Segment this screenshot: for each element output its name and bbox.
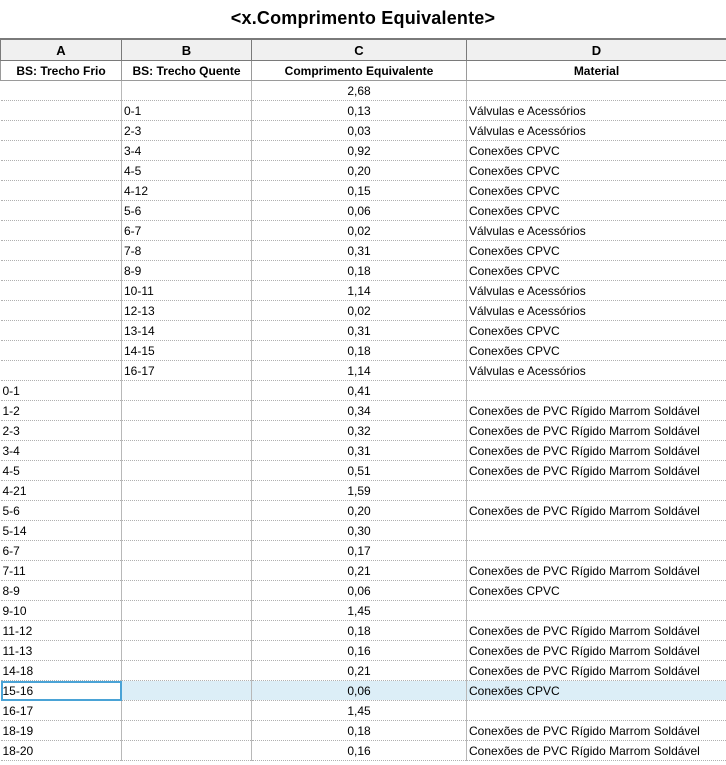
cell-trecho-frio[interactable]: 8-9 (1, 581, 122, 601)
cell-trecho-frio[interactable]: 9-10 (1, 601, 122, 621)
table-row[interactable] (1, 361, 726, 381)
cell-comprimento-equivalente[interactable]: 1,14 (252, 361, 467, 381)
cell-trecho-quente[interactable] (122, 381, 252, 401)
cell-trecho-frio[interactable] (1, 181, 122, 201)
cell-trecho-frio[interactable] (1, 121, 122, 141)
cell-comprimento-equivalente[interactable]: 0,06 (252, 581, 467, 601)
cell-trecho-quente[interactable] (122, 481, 252, 501)
cell-trecho-quente[interactable]: 6-7 (122, 221, 252, 241)
cell-material[interactable]: Válvulas e Acessórios (467, 361, 726, 381)
column-letter-row (1, 39, 726, 61)
cell-comprimento-equivalente[interactable]: 0,02 (252, 301, 467, 321)
header-comprimento-equivalente[interactable]: Comprimento Equivalente (252, 61, 467, 81)
cell-material[interactable]: Conexões de PVC Rígido Marrom Soldável (467, 441, 726, 461)
cell-trecho-frio[interactable] (1, 361, 122, 381)
table-row[interactable] (1, 481, 726, 501)
cell-trecho-frio[interactable] (1, 241, 122, 261)
cell-trecho-quente[interactable] (122, 701, 252, 721)
cell-trecho-quente[interactable]: 13-14 (122, 321, 252, 341)
cell-material[interactable]: Conexões CPVC (467, 261, 726, 281)
column-header-c[interactable]: C (252, 39, 467, 61)
cell-comprimento-equivalente[interactable]: 0,06 (252, 201, 467, 221)
cell-trecho-quente[interactable] (122, 561, 252, 581)
cell-trecho-quente[interactable] (122, 461, 252, 481)
cell-material[interactable]: Conexões de PVC Rígido Marrom Soldável (467, 641, 726, 661)
cell-comprimento-equivalente[interactable]: 1,59 (252, 481, 467, 501)
cell-comprimento-equivalente[interactable]: 0,17 (252, 541, 467, 561)
cell-trecho-frio[interactable]: 11-13 (1, 641, 122, 661)
table-row[interactable] (1, 381, 726, 401)
cell-trecho-quente[interactable] (122, 421, 252, 441)
cell-material[interactable]: Conexões de PVC Rígido Marrom Soldável (467, 721, 726, 741)
cell-trecho-quente[interactable]: 2-3 (122, 121, 252, 141)
header-trecho-quente[interactable]: BS: Trecho Quente (122, 61, 252, 81)
table-row[interactable] (1, 541, 726, 561)
cell-material[interactable] (467, 381, 726, 401)
cell-trecho-quente[interactable] (122, 661, 252, 681)
cell-trecho-frio[interactable]: 4-21 (1, 481, 122, 501)
cell-material[interactable]: Conexões de PVC Rígido Marrom Soldável (467, 461, 726, 481)
cell-trecho-quente[interactable] (122, 681, 252, 701)
cell-material[interactable]: Conexões CPVC (467, 181, 726, 201)
cell-comprimento-equivalente[interactable]: 0,34 (252, 401, 467, 421)
cell-trecho-frio[interactable]: 4-5 (1, 461, 122, 481)
cell-material[interactable] (467, 701, 726, 721)
cell-trecho-frio[interactable] (1, 81, 122, 101)
column-header-a[interactable]: A (1, 39, 122, 61)
cell-trecho-frio[interactable] (1, 221, 122, 241)
cell-trecho-frio[interactable]: 1-2 (1, 401, 122, 421)
cell-material[interactable]: Conexões de PVC Rígido Marrom Soldável (467, 741, 726, 761)
table-row[interactable] (1, 321, 726, 341)
cell-trecho-frio[interactable]: 0-1 (1, 381, 122, 401)
cell-trecho-quente[interactable]: 0-1 (122, 101, 252, 121)
cell-material[interactable] (467, 521, 726, 541)
cell-trecho-quente[interactable]: 8-9 (122, 261, 252, 281)
table-row[interactable] (1, 241, 726, 261)
cell-trecho-frio[interactable] (1, 141, 122, 161)
cell-trecho-quente[interactable] (122, 441, 252, 461)
table-row[interactable] (1, 701, 726, 721)
cell-trecho-frio[interactable] (1, 301, 122, 321)
cell-comprimento-equivalente[interactable]: 0,18 (252, 621, 467, 641)
cell-trecho-frio[interactable] (1, 101, 122, 121)
cell-comprimento-equivalente[interactable]: 0,03 (252, 121, 467, 141)
cell-material[interactable] (467, 81, 726, 101)
cell-comprimento-equivalente[interactable]: 0,18 (252, 721, 467, 741)
cell-trecho-frio[interactable]: 2-3 (1, 421, 122, 441)
cell-comprimento-equivalente[interactable]: 0,92 (252, 141, 467, 161)
cell-material[interactable]: Conexões CPVC (467, 241, 726, 261)
cell-comprimento-equivalente[interactable]: 1,45 (252, 601, 467, 621)
cell-comprimento-equivalente[interactable]: 0,51 (252, 461, 467, 481)
column-header-b[interactable]: B (122, 39, 252, 61)
cell-comprimento-equivalente[interactable]: 0,06 (252, 681, 467, 701)
cell-comprimento-equivalente[interactable]: 0,31 (252, 321, 467, 341)
table-row[interactable] (1, 601, 726, 621)
cell-comprimento-equivalente[interactable]: 0,41 (252, 381, 467, 401)
cell-trecho-quente[interactable]: 5-6 (122, 201, 252, 221)
table-row[interactable] (1, 741, 726, 761)
cell-material[interactable]: Conexões de PVC Rígido Marrom Soldável (467, 501, 726, 521)
table-row[interactable] (1, 441, 726, 461)
table-row[interactable] (1, 341, 726, 361)
field-header-row (1, 61, 726, 81)
cell-comprimento-equivalente[interactable]: 0,20 (252, 501, 467, 521)
cell-material[interactable]: Válvulas e Acessórios (467, 301, 726, 321)
cell-trecho-frio[interactable] (1, 161, 122, 181)
cell-comprimento-equivalente[interactable]: 0,32 (252, 421, 467, 441)
cell-material[interactable]: Conexões CPVC (467, 141, 726, 161)
table-row[interactable] (1, 181, 726, 201)
table-row[interactable] (1, 421, 726, 441)
cell-material[interactable] (467, 601, 726, 621)
table-row[interactable] (1, 721, 726, 741)
cell-material[interactable]: Conexões de PVC Rígido Marrom Soldável (467, 561, 726, 581)
cell-trecho-frio[interactable]: 6-7 (1, 541, 122, 561)
cell-trecho-frio[interactable]: 15-16 (1, 681, 122, 701)
cell-trecho-quente[interactable] (122, 721, 252, 741)
cell-material[interactable] (467, 541, 726, 561)
cell-trecho-frio[interactable]: 5-14 (1, 521, 122, 541)
table-row[interactable] (1, 301, 726, 321)
cell-trecho-quente[interactable]: 3-4 (122, 141, 252, 161)
cell-trecho-quente[interactable]: 16-17 (122, 361, 252, 381)
cell-material[interactable]: Conexões de PVC Rígido Marrom Soldável (467, 661, 726, 681)
cell-material[interactable]: Válvulas e Acessórios (467, 221, 726, 241)
table-row[interactable] (1, 461, 726, 481)
cell-comprimento-equivalente[interactable]: 1,14 (252, 281, 467, 301)
table-row[interactable] (1, 621, 726, 641)
cell-material[interactable]: Conexões CPVC (467, 681, 726, 701)
cell-material[interactable]: Conexões CPVC (467, 201, 726, 221)
cell-trecho-quente[interactable]: 12-13 (122, 301, 252, 321)
cell-trecho-quente[interactable] (122, 541, 252, 561)
cell-comprimento-equivalente[interactable]: 0,18 (252, 341, 467, 361)
cell-material[interactable] (467, 481, 726, 501)
table-row[interactable] (1, 561, 726, 581)
cell-material[interactable]: Válvulas e Acessórios (467, 121, 726, 141)
cell-trecho-frio[interactable]: 11-12 (1, 621, 122, 641)
schedule-table (0, 38, 726, 761)
cell-trecho-quente[interactable] (122, 401, 252, 421)
cell-material[interactable]: Conexões CPVC (467, 161, 726, 181)
cell-trecho-quente[interactable] (122, 501, 252, 521)
cell-trecho-frio[interactable]: 3-4 (1, 441, 122, 461)
cell-trecho-quente[interactable]: 4-5 (122, 161, 252, 181)
cell-trecho-frio[interactable]: 18-19 (1, 721, 122, 741)
cell-trecho-frio[interactable] (1, 201, 122, 221)
cell-trecho-frio[interactable]: 7-11 (1, 561, 122, 581)
table-row[interactable] (1, 681, 726, 701)
table-row[interactable] (1, 161, 726, 181)
cell-trecho-frio[interactable] (1, 281, 122, 301)
cell-material[interactable]: Válvulas e Acessórios (467, 281, 726, 301)
table-row[interactable] (1, 101, 726, 121)
cell-trecho-frio[interactable]: 18-20 (1, 741, 122, 761)
cell-trecho-frio[interactable] (1, 321, 122, 341)
cell-comprimento-equivalente[interactable]: 0,02 (252, 221, 467, 241)
header-material[interactable]: Material (467, 61, 726, 81)
header-trecho-frio[interactable]: BS: Trecho Frio (1, 61, 122, 81)
cell-trecho-quente[interactable] (122, 621, 252, 641)
cell-comprimento-equivalente[interactable]: 0,20 (252, 161, 467, 181)
table-row[interactable] (1, 581, 726, 601)
cell-trecho-quente[interactable] (122, 521, 252, 541)
cell-trecho-frio[interactable] (1, 261, 122, 281)
table-row[interactable] (1, 261, 726, 281)
table-row[interactable] (1, 641, 726, 661)
table-row[interactable] (1, 281, 726, 301)
table-row[interactable] (1, 221, 726, 241)
cell-material[interactable]: Conexões de PVC Rígido Marrom Soldável (467, 621, 726, 641)
cell-trecho-quente[interactable]: 4-12 (122, 181, 252, 201)
cell-material[interactable]: Conexões de PVC Rígido Marrom Soldável (467, 401, 726, 421)
cell-comprimento-equivalente[interactable]: 0,16 (252, 741, 467, 761)
cell-comprimento-equivalente[interactable]: 0,16 (252, 641, 467, 661)
cell-trecho-quente[interactable] (122, 741, 252, 761)
cell-trecho-quente[interactable]: 7-8 (122, 241, 252, 261)
cell-trecho-quente[interactable] (122, 81, 252, 101)
cell-trecho-frio[interactable]: 14-18 (1, 661, 122, 681)
table-row[interactable] (1, 521, 726, 541)
cell-trecho-quente[interactable]: 14-15 (122, 341, 252, 361)
cell-trecho-frio[interactable]: 16-17 (1, 701, 122, 721)
cell-comprimento-equivalente[interactable]: 2,68 (252, 81, 467, 101)
cell-comprimento-equivalente[interactable]: 1,45 (252, 701, 467, 721)
schedule-title: <x.Comprimento Equivalente> (230, 8, 496, 28)
cell-trecho-quente[interactable] (122, 581, 252, 601)
cell-trecho-frio[interactable] (1, 341, 122, 361)
cell-comprimento-equivalente[interactable]: 0,30 (252, 521, 467, 541)
table-row[interactable] (1, 401, 726, 421)
cell-material[interactable]: Conexões CPVC (467, 581, 726, 601)
cell-comprimento-equivalente[interactable]: 0,18 (252, 261, 467, 281)
cell-comprimento-equivalente[interactable]: 0,15 (252, 181, 467, 201)
cell-comprimento-equivalente[interactable]: 0,31 (252, 441, 467, 461)
cell-material[interactable]: Conexões CPVC (467, 321, 726, 341)
table-row[interactable] (1, 81, 726, 101)
table-row[interactable] (1, 121, 726, 141)
cell-comprimento-equivalente[interactable]: 0,21 (252, 561, 467, 581)
cell-comprimento-equivalente[interactable]: 0,31 (252, 241, 467, 261)
cell-material[interactable]: Conexões CPVC (467, 341, 726, 361)
table-row[interactable] (1, 501, 726, 521)
column-header-d[interactable]: D (467, 39, 726, 61)
cell-trecho-quente[interactable] (122, 641, 252, 661)
cell-trecho-frio[interactable]: 5-6 (1, 501, 122, 521)
table-row[interactable] (1, 141, 726, 161)
cell-trecho-quente[interactable]: 10-11 (122, 281, 252, 301)
cell-material[interactable]: Conexões de PVC Rígido Marrom Soldável (467, 421, 726, 441)
cell-comprimento-equivalente[interactable]: 0,13 (252, 101, 467, 121)
cell-material[interactable]: Válvulas e Acessórios (467, 101, 726, 121)
table-row[interactable] (1, 201, 726, 221)
cell-comprimento-equivalente[interactable]: 0,21 (252, 661, 467, 681)
cell-trecho-quente[interactable] (122, 601, 252, 621)
table-row[interactable] (1, 661, 726, 681)
